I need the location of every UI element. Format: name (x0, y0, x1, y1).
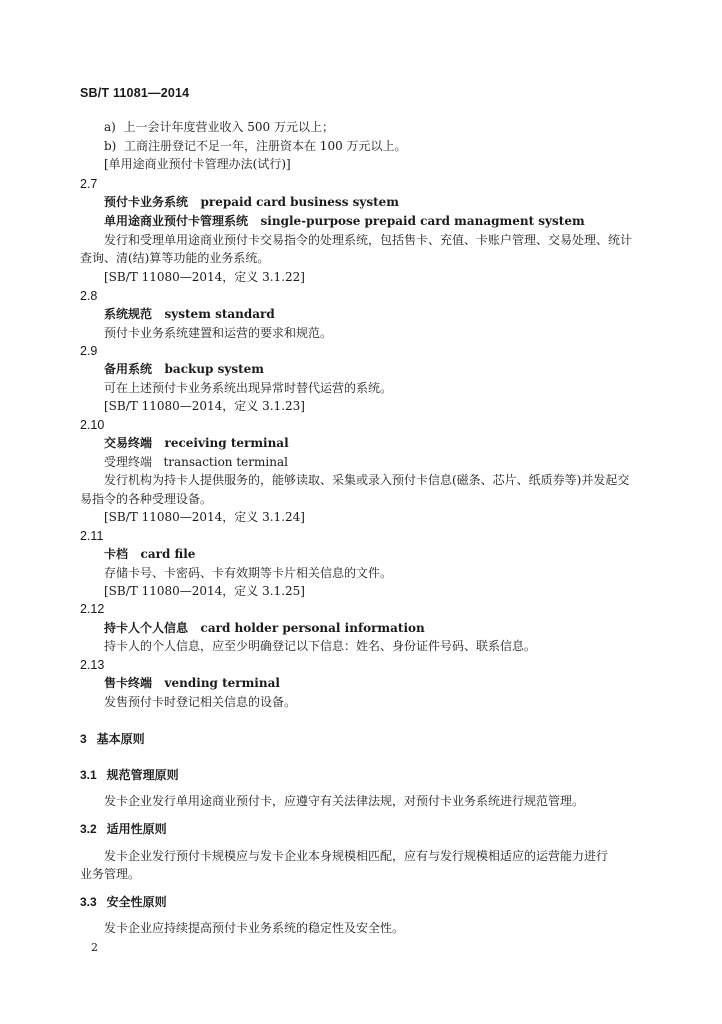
subsection-heading: 3.1 规范管理原则 (80, 768, 179, 782)
clause-number: 2.8 (80, 289, 98, 303)
definition-text: 发行和受理单用途商业预付卡交易指令的处理系统，包括售卡、充值、卡账户管理、交易处理、统计 (104, 233, 633, 247)
term-entry: 系统规范 system standard (104, 307, 275, 321)
clause-number: 2.13 (80, 658, 105, 672)
citation: [单用途商业预付卡管理办法(试行)] (104, 157, 291, 171)
clause-number: 2.10 (80, 418, 105, 432)
definition-text: 发售预付卡时登记相关信息的设备。 (104, 695, 297, 709)
term-entry: 单用途商业预付卡管理系统 single-purpose prepaid card managment system (104, 214, 585, 228)
citation: [SB/T 11080—2014，定义 3.1.25] (104, 584, 305, 598)
subsection-heading: 3.3 安全性原则 (80, 895, 167, 909)
term-entry: 预付卡业务系统 prepaid card business system (104, 195, 399, 209)
citation: [SB/T 11080—2014，定义 3.1.22] (104, 270, 305, 284)
standard-id: SB/T 11081—2014 (80, 86, 190, 100)
page-number: 2 (91, 941, 98, 954)
definition-text: 查询、清(结)算等功能的业务系统。 (80, 251, 270, 265)
clause-number: 2.9 (80, 344, 98, 358)
paragraph-text: 发卡企业应持续提高预付卡业务系统的稳定性及安全性。 (104, 921, 405, 935)
definition-text: 持卡人的个人信息，应至少明确登记以下信息：姓名、身份证件号码、联系信息。 (104, 639, 537, 653)
list-item-a: a) 上一会计年度营业收入 500 万元以上； (104, 120, 334, 134)
definition-text: 存储卡号、卡密码、卡有效期等卡片相关信息的文件。 (104, 566, 393, 580)
term-entry: 交易终端 receiving terminal (104, 436, 289, 450)
paragraph-text: 发卡企业发行单用途商业预付卡，应遵守有关法律法规，对预付卡业务系统进行规范管理。 (104, 794, 585, 808)
paragraph-text: 业务管理。 (80, 867, 141, 881)
definition-text: 可在上述预付卡业务系统出现异常时替代运营的系统。 (104, 381, 393, 395)
paragraph-text: 发卡企业发行预付卡规模应与发卡企业本身规模相匹配，应有与发行规模相适应的运营能力进行 (104, 849, 609, 863)
list-item-b: b) 工商注册登记不足一年，注册资本在 100 万元以上。 (104, 139, 407, 153)
definition-text: 预付卡业务系统建置和运营的要求和规范。 (104, 326, 333, 340)
term-entry: 备用系统 backup system (104, 362, 264, 376)
section-heading: 3 基本原则 (80, 732, 145, 746)
citation: [SB/T 11080—2014，定义 3.1.23] (104, 399, 305, 413)
clause-number: 2.11 (80, 529, 104, 543)
citation: [SB/T 11080—2014，定义 3.1.24] (104, 510, 305, 524)
term-synonym: 受理终端 transaction terminal (104, 455, 288, 469)
subsection-heading: 3.2 适用性原则 (80, 822, 167, 836)
definition-text: 易指令的各种受理设备。 (80, 492, 213, 506)
clause-number: 2.7 (80, 177, 98, 191)
clause-number: 2.12 (80, 602, 105, 616)
term-entry: 持卡人个人信息 card holder personal information (104, 621, 425, 635)
definition-text: 发行机构为持卡人提供服务的，能够读取、采集或录入预付卡信息(磁条、芯片、纸质券等)并发起交 (104, 473, 630, 487)
term-entry: 卡档 card file (104, 547, 196, 561)
term-entry: 售卡终端 vending terminal (104, 676, 280, 690)
